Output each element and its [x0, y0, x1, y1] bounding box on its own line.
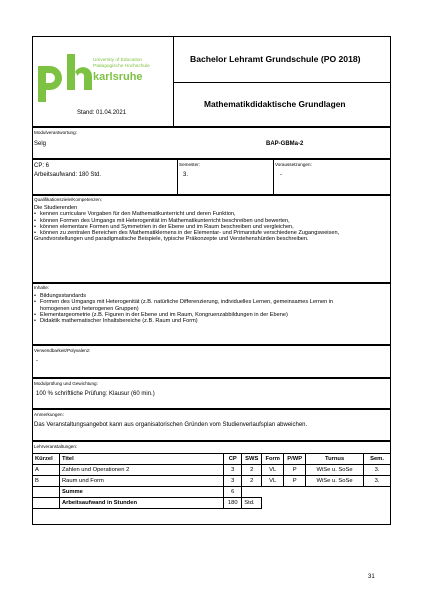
- courses-header-row: [33, 454, 391, 465]
- qualification-list: [34, 211, 339, 242]
- cell-form: VL: [262, 476, 284, 487]
- logo-city: karlsruhe: [93, 71, 143, 83]
- prereq-value: -: [280, 172, 282, 178]
- university-logo: [36, 52, 168, 102]
- cell-sem: 3.: [364, 465, 391, 476]
- table-row: [33, 476, 391, 487]
- usability-value: -: [36, 358, 38, 364]
- cell-turnus: WiSe u. SoSe: [306, 465, 364, 476]
- notes-value: Das Veranstaltungsangebot kann aus organisatorischen Gründen vom Studienverlaufsplan abweichen.: [34, 422, 308, 428]
- cell-empty: [33, 498, 60, 509]
- header-divider-horizontal: [173, 82, 391, 83]
- cell-kuerzel: B: [33, 476, 60, 487]
- sum-label: Summe: [59, 487, 223, 498]
- cell-cp: 3: [224, 465, 242, 476]
- notes-label: Anmerkungen:: [34, 412, 64, 417]
- workload-unit: Std.: [242, 498, 262, 509]
- responsibility-row: [32, 127, 391, 159]
- cell-cp: 3: [224, 476, 242, 487]
- content-list: [34, 293, 333, 324]
- cell-empty: [33, 487, 60, 498]
- content-item-continuation: homogenen und heterogenen Gruppen): [40, 305, 139, 312]
- ph-logo-mark-icon: [36, 52, 94, 104]
- program-title: Bachelor Lehramt Grundschule (PO 2018): [190, 54, 361, 64]
- content-text: [34, 293, 333, 324]
- sum-row: [33, 487, 391, 498]
- module-title: Mathematikdidaktische Grundlagen: [204, 99, 346, 109]
- usability-label: Verwendbarkeit/Polyvalenz:: [34, 348, 91, 353]
- qualification-item-continuation: Grundvorstellungen und paradigmatische Beispiele, typische Präkonzepte und Verstehenshürden beschreiben.: [34, 236, 309, 243]
- courses-table: [32, 453, 391, 509]
- header-sem: Sem.: [364, 454, 391, 465]
- qualification-intro: Die Studierenden: [34, 205, 78, 211]
- meta-divider-2: [273, 159, 274, 195]
- page-number: 31: [368, 574, 375, 580]
- qualification-item: • kennen curriculare Vorgaben für den Mathematikunterricht und deren Funktion,: [34, 211, 339, 217]
- cell-empty: [242, 487, 391, 498]
- cell-turnus: WiSe u. SoSe: [306, 476, 364, 487]
- cp-value: CP: 6: [34, 163, 50, 169]
- content-item: • Formen des Umgangs mit Heterogenität (z.B. natürliche Differenzierung, individuelles Lernen, gemeinsames Lernen in: [34, 299, 333, 305]
- qualification-item: • können Formen des Umgangs mit Heterogenität im Mathematikunterricht beschreiben und bewerten,: [34, 218, 339, 224]
- header-turnus: Turnus: [306, 454, 364, 465]
- module-code: BAP-GBMa-2: [266, 141, 304, 147]
- header-titel: Titel: [59, 454, 223, 465]
- header-pwp: P/WP: [284, 454, 306, 465]
- header-cp: CP: [224, 454, 242, 465]
- cell-titel: Zahlen und Operationen 2: [59, 465, 223, 476]
- responsibility-label: Modulverantwortung:: [34, 130, 77, 135]
- courses-label: Lehrveranstaltungen:: [34, 444, 78, 449]
- header-kuerzel: Kürzel: [33, 454, 60, 465]
- workload-hours: 180: [224, 498, 242, 509]
- semester-value: 3.: [183, 172, 189, 178]
- workload-label: Arbeitsaufwand in Stunden: [59, 498, 223, 509]
- cell-kuerzel: A: [33, 465, 60, 476]
- cell-pwp: P: [284, 465, 306, 476]
- content-item: • Elementargeometrie (z.B. Figuren in der Ebene und im Raum, Kongruenzabbildungen in der Ebene): [34, 312, 333, 318]
- cell-empty: [262, 498, 391, 509]
- qualification-item: • können elementare Formen und Symmetrien in der Ebene und im Raum beschreiben und vergleichen,: [34, 224, 339, 230]
- content-item: • Didaktik mathematischer Inhaltsbereiche (z.B. Raum und Form): [34, 318, 333, 324]
- meta-divider-1: [177, 159, 178, 195]
- content-label: Inhalte:: [34, 285, 50, 290]
- workload-value: Arbeitsaufwand: 180 Std.: [34, 172, 102, 178]
- qualification-label: Qualifikationsziele/Kompetenzen:: [34, 197, 102, 202]
- responsibility-value: Selg: [34, 141, 47, 147]
- cell-sem: 3.: [364, 476, 391, 487]
- semester-label: Semester:: [179, 162, 200, 167]
- prereq-label: Voraussetzungen:: [275, 162, 312, 167]
- header-form: Form: [262, 454, 284, 465]
- header-sws: SWS: [242, 454, 262, 465]
- cell-sws: 2: [242, 476, 262, 487]
- logo-line-2: Pädagogische Hochschule: [93, 64, 150, 69]
- table-row: [33, 465, 391, 476]
- qualification-item: • können zu zentralen Bereichen des Mathematiklernens in der Elementar- und Primarstufe verschiedene Zugangsweisen,: [34, 230, 339, 236]
- qualification-text: [34, 205, 339, 243]
- stand-date: Stand: 01.04.2021: [77, 110, 127, 116]
- content-item: • Bildungsstandards: [34, 293, 333, 299]
- exam-value: 100 % schriftliche Prüfung: Klausur (60 min.): [36, 391, 155, 397]
- cell-sws: 2: [242, 465, 262, 476]
- sum-cp: 6: [224, 487, 242, 498]
- cell-titel: Raum und Form: [59, 476, 223, 487]
- cell-form: VL: [262, 465, 284, 476]
- cell-pwp: P: [284, 476, 306, 487]
- workload-row: [33, 498, 391, 509]
- exam-label: Modulprüfung und Gewichtung:: [34, 381, 98, 386]
- logo-line-1: University of Education: [93, 58, 143, 63]
